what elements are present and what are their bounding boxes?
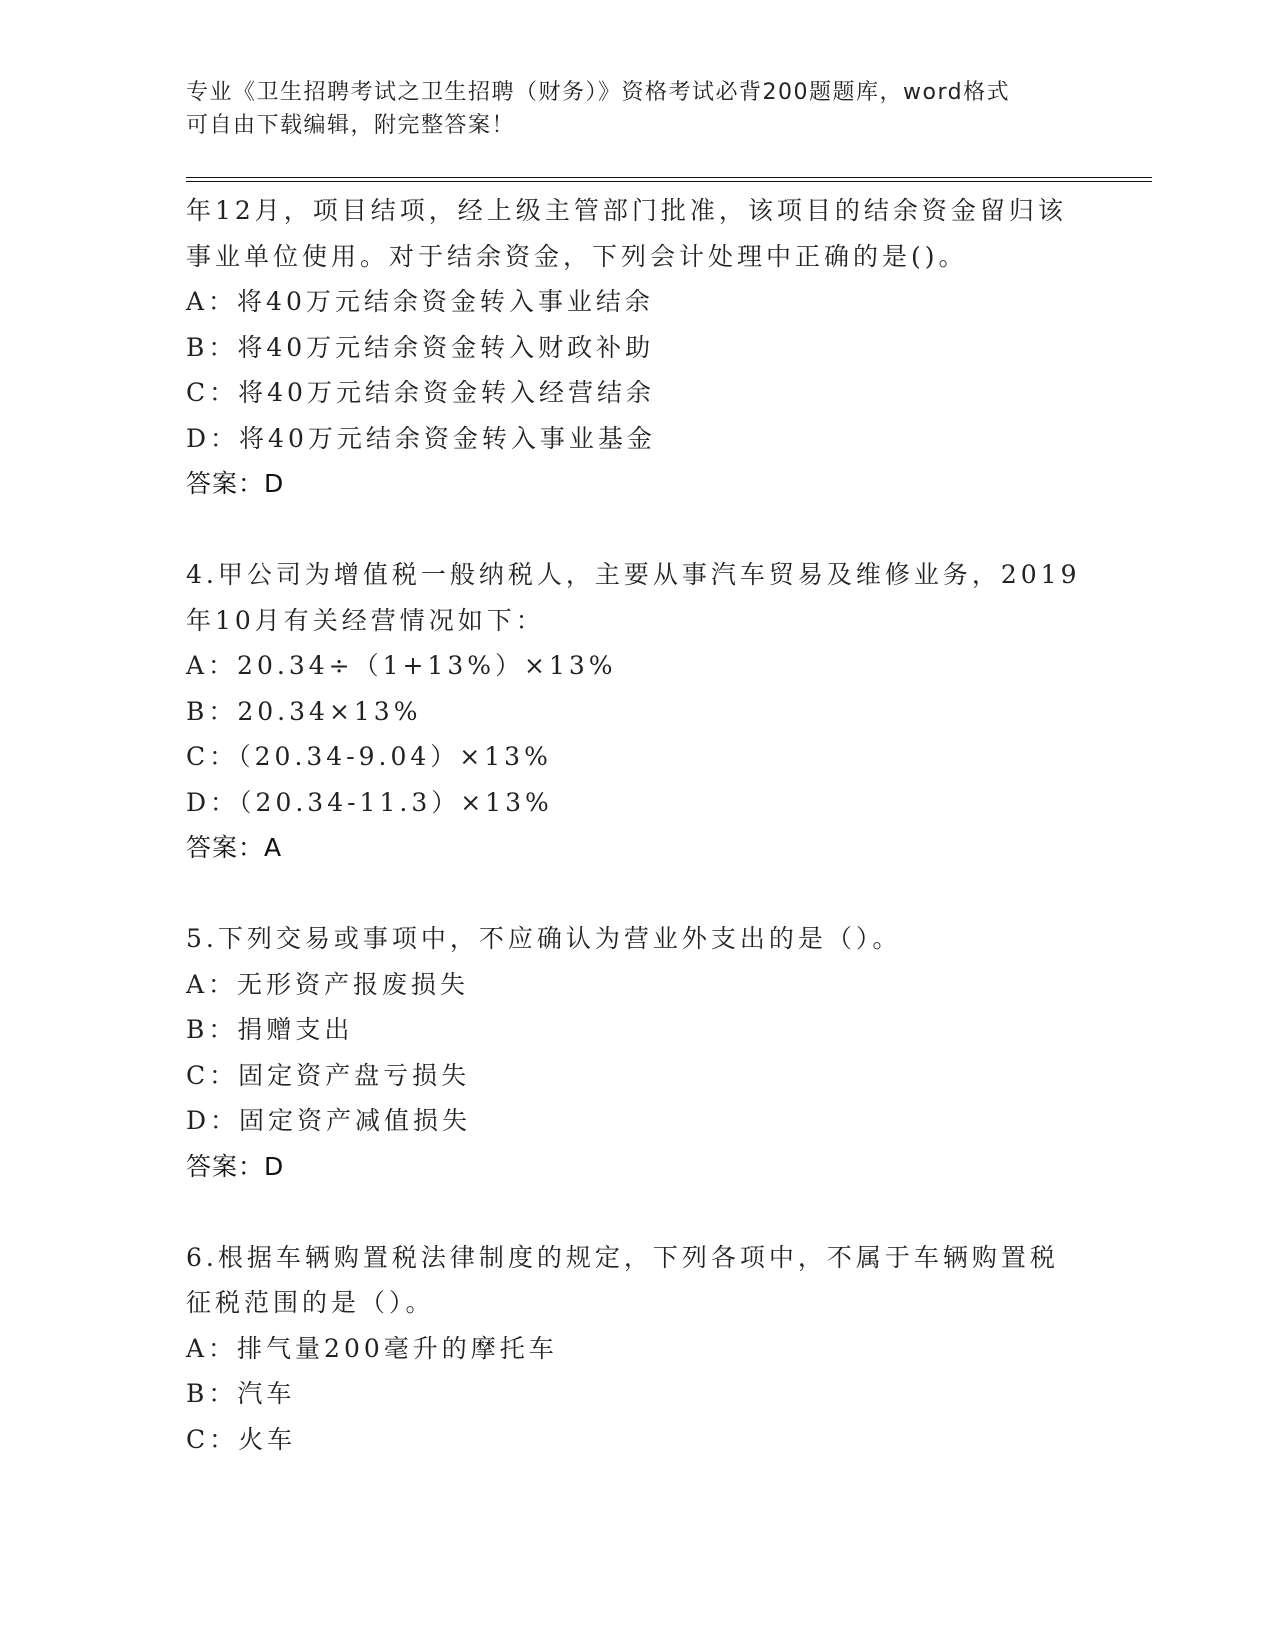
header-divider-bottom [186,181,1152,182]
document-header [186,76,1066,142]
header-divider-top [186,177,1152,178]
answer-line: 答案：D [186,1151,285,1181]
option-a: A：排气量200毫升的摩托车 [186,1333,558,1363]
answer-line: 答案：A [186,833,283,862]
question-6 [186,1235,1086,1463]
option-c: C：火车 [186,1424,297,1454]
option-b: B：捐赠支出 [186,1015,354,1044]
question-stem-line: 征税范围的是（）。 [186,1288,435,1317]
question-stem-line: 5.下列交易或事项中，不应确认为营业外支出的是（）。 [186,924,902,953]
question-3 [186,188,1086,507]
question-spacer [186,871,1086,917]
option-a: A：无形资产报废损失 [186,969,470,999]
header-line-2: 可自由下载编辑，附完整答案！ [186,113,516,138]
option-b: B：将40万元结余资金转入财政补助 [186,332,655,362]
question-stem-line: 事业单位使用。对于结余资金，下列会计处理中正确的是()。 [186,241,968,271]
option-a: A：20.34÷（1+13%）×13% [186,651,617,680]
option-c: C：将40万元结余资金转入经营结余 [186,378,655,407]
question-stem-line: 4.甲公司为增值税一般纳税人，主要从事汽车贸易及维修业务，2019 [186,560,1081,589]
question-list [186,188,1086,1462]
option-d: D：（20.34-11.3）×13% [186,787,553,817]
option-b: B：汽车 [186,1379,296,1408]
option-c: C：（20.34-9.04）×13% [186,742,552,771]
question-spacer [186,1189,1086,1235]
option-a: A：将40万元结余资金转入事业结余 [186,287,654,316]
header-line-1: 专业《卫生招聘考试之卫生招聘（财务）》资格考试必背200题题库，word格式 [186,80,1011,105]
question-stem-line: 年12月，项目结项，经上级主管部门批准，该项目的结余资金留归该 [186,196,1067,225]
option-d: D：将40万元结余资金转入事业基金 [186,423,656,453]
question-stem-line: 6.根据车辆购置税法律制度的规定，下列各项中，不属于车辆购置税 [186,1242,1059,1272]
question-5 [186,916,1086,1189]
question-spacer [186,507,1086,553]
option-d: D：固定资产减值损失 [186,1106,472,1135]
option-b: B：20.34×13% [186,696,422,726]
question-stem-line: 年10月有关经营情况如下： [186,605,545,635]
option-c: C：固定资产盘亏损失 [186,1060,471,1090]
answer-line: 答案：D [186,469,285,498]
question-4 [186,552,1086,871]
